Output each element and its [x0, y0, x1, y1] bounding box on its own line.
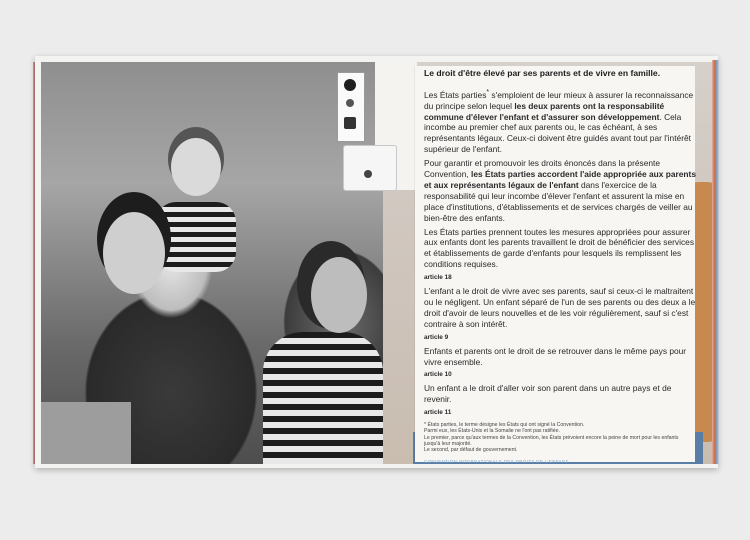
paper-flap	[343, 145, 397, 191]
source-credit: CONVENTION INTERNATIONALE DES DROITS DE L'ENFANT	[424, 458, 569, 464]
article-text-block	[424, 68, 696, 470]
page-title: Le droit d'être élevé par ses parents et de vivre en famille.	[424, 68, 661, 78]
paragraph-visit-abroad: Un enfant a le droit d'aller voir son parent dans un autre pays et de revenir.	[424, 383, 672, 405]
article-label: article 10	[424, 371, 452, 379]
text-emphasis: les États parties accordent l'aide appropriée aux parents et aux représentants légaux de l'enfant	[424, 169, 696, 190]
paragraph-childcare: Les États parties prennent toutes les mesures appropriées pour assurer aux enfants dont les parents travaillent le droit de bénéficier des services et établissements de garde d'enfants pour lesquels ils remplissent les conditions requises.	[424, 226, 695, 270]
footnote	[424, 422, 696, 453]
photo-striped-shirt-child	[156, 202, 236, 272]
footnote-line: Le premier, parce qu'aux termes de la Convention, les États prévoient encore la peine de mort pour les enfants jusqu'à leur majorité.	[424, 434, 679, 447]
paragraph-live-with-parents: L'enfant a le droit de vivre avec ses parents, sauf si ceux-ci le maltraitent ou le négligent. Un enfant séparé de l'un de ses parents ou des deux a le droit d'avoir de leurs nouvelles et de les voir régulièrement, sauf si c'est contraire à son intérêt.	[424, 286, 696, 329]
paragraph-state-support	[424, 158, 696, 223]
text-segment: s'emploient de leur mieux à assurer la reconnaissance du principe selon lequel	[424, 89, 694, 111]
paragraph-reunification: Enfants et parents ont le droit de se retrouver dans le même pays pour vivre ensemble.	[424, 345, 687, 367]
text-segment: Pour garantir et promouvoir les droits énoncés dans la présente Convention,	[424, 158, 661, 180]
footnote-line: Parmi eux, les États-Unis et la Somalie ne l'ont pas ratifiée.	[424, 428, 560, 435]
photo-father-face	[103, 212, 165, 294]
domino-dot-icon	[346, 99, 354, 107]
domino-dot-icon	[344, 117, 356, 129]
article-label: article 9	[424, 333, 449, 341]
book-edge-right	[712, 60, 720, 464]
article-label: article 11	[424, 409, 452, 417]
article-label: article 18	[424, 274, 452, 282]
domino-dot-icon	[344, 79, 356, 91]
photo-mother-face	[311, 257, 367, 333]
text-segment: Les États parties	[424, 89, 487, 100]
flap-dot-icon	[364, 170, 372, 178]
photo-street	[41, 402, 131, 464]
footnote-line: * États parties, le terme désigne les États qui ont signé la Convention.	[424, 422, 585, 429]
photo-child-face	[171, 138, 221, 196]
text-emphasis: les deux parents ont la responsabilité commune d'élever l'enfant et d'assurer son développement	[424, 100, 665, 122]
family-photo	[41, 62, 383, 464]
domino-icon	[337, 72, 365, 142]
footnote-line: Le second, par défaut de gouvernement.	[424, 447, 518, 454]
text-segment: . Cela incombe au premier chef aux parents ou, le cas échéant, à ses représentants légaux. Ceux-ci doivent être guidés avant tout par l'intérêt supérieur de l'enfant.	[424, 111, 691, 155]
photo-striped-shirt-woman	[263, 332, 383, 464]
text-segment: dans l'exercice de la responsabilité qui leur incombe d'élever l'enfant et assurent la mise en place d'institutions, d'établissements et de services chargés de veiller au bien-être des enfants.	[424, 179, 693, 223]
paragraph-parents-responsibility: Les États parties* s'emploient de leur mieux à assurer la reconnaissance du principe selon lequel les deux parents ont la responsabilité commune d'élever l'enfant et d'assurer son développement. Cela incombe au premier chef aux parents ou, le cas échéant, à ses représentants légaux. Ceux-ci doivent être guidés avant tout par l'intérêt supérieur de l'enfant.	[424, 88, 694, 155]
